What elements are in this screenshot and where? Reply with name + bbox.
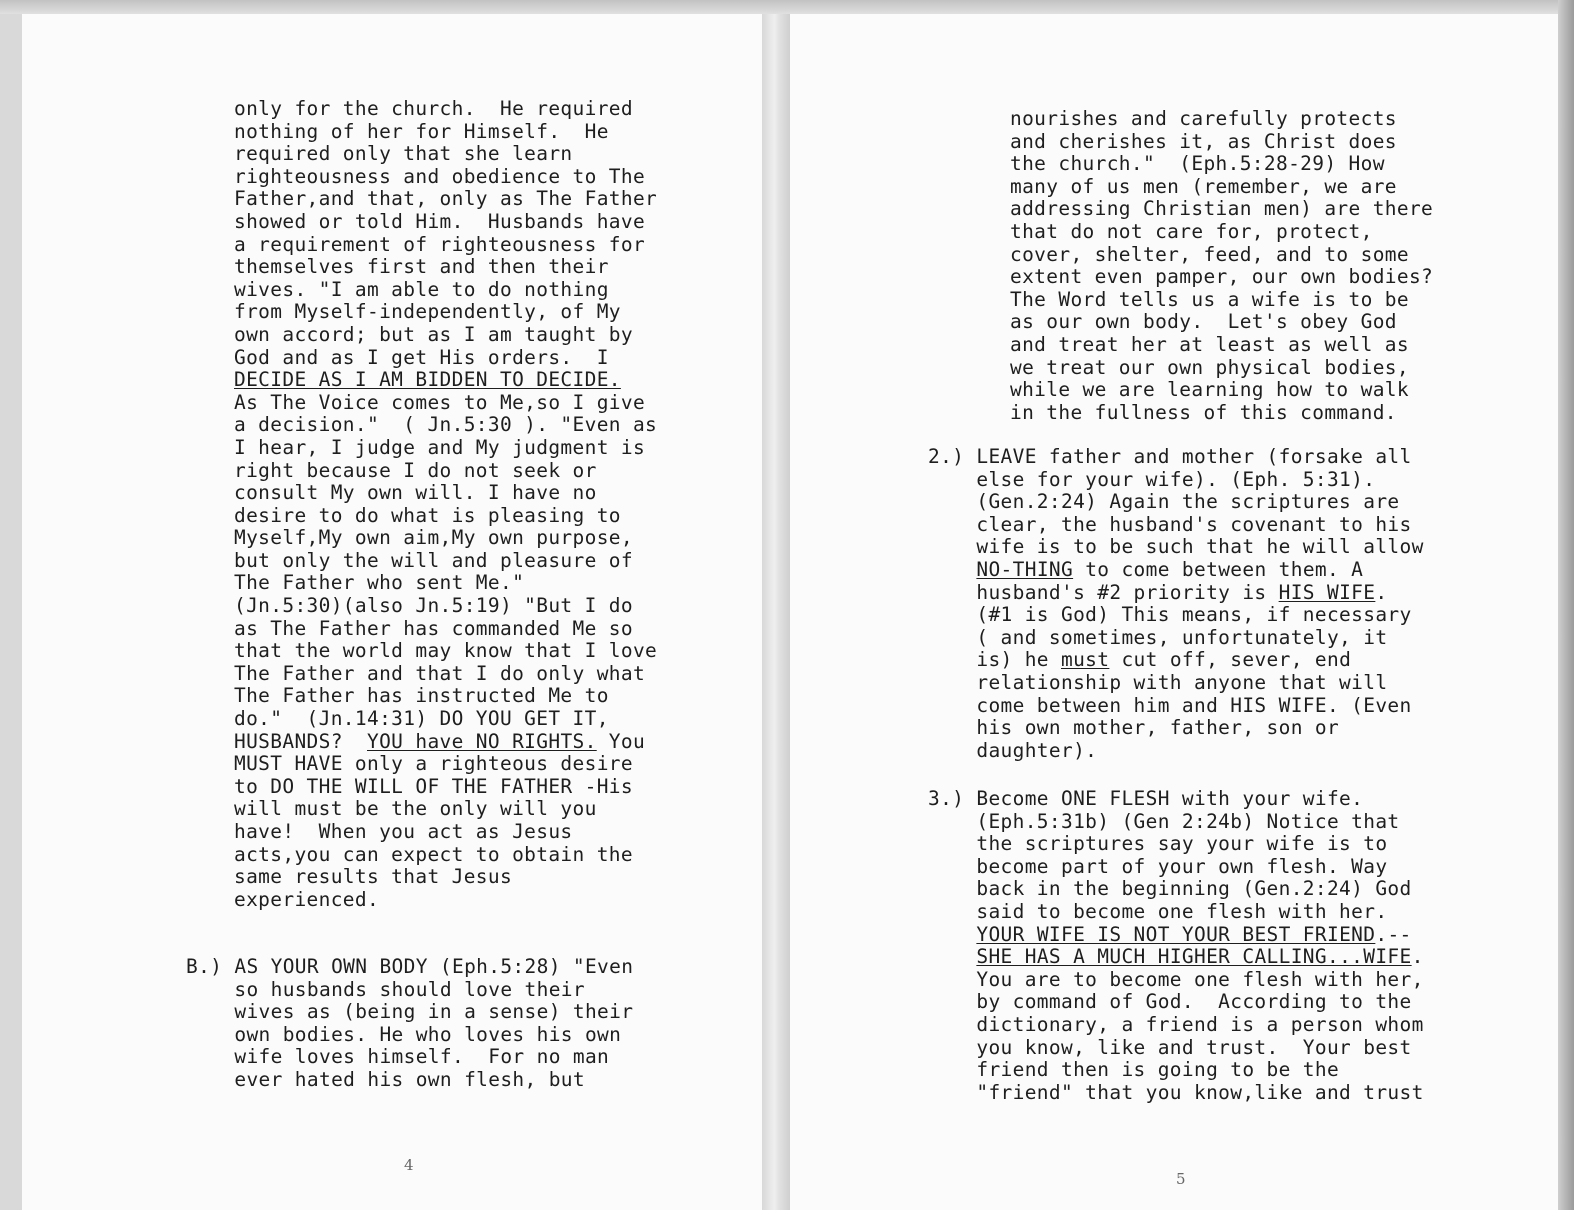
text-segment (928, 923, 976, 946)
text-segment: friend then is going to be the (928, 1058, 1340, 1082)
page-number-right: 5 (1176, 1170, 1186, 1188)
text-segment: the scriptures say your wife is to (928, 832, 1388, 856)
text-line (234, 98, 657, 121)
text-line (234, 753, 657, 776)
text-line (1010, 198, 1433, 221)
text-segment: in the fullness of this command. (1010, 400, 1397, 424)
text-line (234, 166, 657, 189)
scan-top-edge (0, 0, 1574, 14)
text-segment: 2.) LEAVE father and mother (forsake all (928, 445, 1412, 468)
text-segment: required only that she learn (234, 142, 573, 166)
text-line (928, 559, 1424, 582)
text-line (928, 740, 1424, 763)
text-segment: acts,you can expect to obtain the (234, 842, 633, 866)
text-segment: own bodies. He who loves his own (186, 1022, 622, 1046)
text-line (1010, 289, 1433, 312)
text-segment: (#1 is God) This means, if necessary (928, 603, 1412, 627)
text-segment: cut off, sever, end (1109, 648, 1352, 672)
text-segment: same results that Jesus (234, 865, 513, 889)
text-segment: themselves first and then their (234, 255, 609, 279)
text-line (1010, 176, 1433, 199)
underlined-text: DECIDE AS I AM BIDDEN TO DECIDE. (234, 368, 621, 392)
right-item-2 (928, 446, 1424, 762)
text-line (234, 595, 657, 618)
text-segment: said to become one flesh with her. (928, 899, 1388, 923)
text-line (234, 279, 657, 302)
text-line (186, 979, 633, 1002)
left-page (22, 14, 762, 1210)
text-line (928, 491, 1424, 514)
text-line (234, 188, 657, 211)
text-segment: else for your wife). (Eph. 5:31). (928, 467, 1376, 491)
text-segment: showed or told Him. Husbands have (234, 209, 646, 233)
underlined-text: YOUR WIFE IS NOT YOUR BEST FRIEND (976, 922, 1376, 946)
text-line (186, 1046, 633, 1069)
text-segment: only for the church. He required (234, 97, 633, 120)
text-segment: from Myself-independently, of My (234, 300, 621, 324)
text-line (186, 1001, 633, 1024)
text-segment: addressing Christian men) are there (1010, 197, 1434, 221)
text-line (928, 446, 1424, 469)
text-segment: you know, like and trust. Your best (928, 1035, 1412, 1059)
text-line (928, 469, 1424, 492)
text-line (928, 901, 1424, 924)
text-segment (928, 558, 976, 581)
text-segment: I hear, I judge and My judgment is (234, 435, 646, 459)
book-gutter (762, 14, 790, 1210)
right-paragraph-1 (1010, 108, 1433, 424)
text-line (234, 572, 657, 595)
text-line (928, 1014, 1424, 1037)
text-segment: ( and sometimes, unfortunately, it (928, 625, 1388, 649)
text-segment: so husbands should love their (186, 977, 585, 1001)
text-line (234, 708, 657, 731)
text-line (928, 514, 1424, 537)
text-line (234, 550, 657, 573)
text-segment: As The Voice comes to Me,so I give (234, 390, 646, 414)
text-line (928, 582, 1424, 605)
text-line (1010, 402, 1433, 425)
text-line (234, 618, 657, 641)
text-segment: desire to do what is pleasing to (234, 503, 621, 527)
text-line (928, 969, 1424, 992)
text-line (234, 731, 657, 754)
text-line (234, 143, 657, 166)
text-segment: become part of your own flesh. Way (928, 854, 1388, 878)
text-segment: MUST HAVE only a righteous desire (234, 752, 633, 776)
text-segment: cover, shelter, feed, and to some (1010, 242, 1409, 266)
text-segment: to DO THE WILL OF THE FATHER -His (234, 774, 633, 798)
text-line (234, 505, 657, 528)
text-line (1010, 221, 1433, 244)
text-line (928, 924, 1424, 947)
text-line (234, 527, 657, 550)
text-segment: and treat her at least as well as (1010, 332, 1409, 356)
text-segment: ever hated his own flesh, but (186, 1067, 585, 1091)
text-line (928, 856, 1424, 879)
text-segment: righteousness and obedience to The (234, 164, 646, 188)
text-segment: as The Father has commanded Me so (234, 616, 633, 640)
text-line (186, 1024, 633, 1047)
text-line (1010, 357, 1433, 380)
text-line (928, 536, 1424, 559)
underlined-text: must (1061, 648, 1110, 672)
text-line (234, 211, 657, 234)
scan-right-edge (1558, 0, 1574, 1210)
text-line (928, 878, 1424, 901)
text-segment: that do not care for, protect, (1010, 219, 1373, 243)
text-line (928, 717, 1424, 740)
text-line (928, 811, 1424, 834)
text-segment: extent even pamper, our own bodies? (1010, 265, 1434, 289)
text-line (234, 256, 657, 279)
text-segment: HUSBANDS? (234, 729, 367, 753)
text-segment: his own mother, father, son or (928, 716, 1340, 740)
text-line (234, 437, 657, 460)
text-segment: right because I do not seek or (234, 458, 597, 482)
text-segment: that the world may know that I love (234, 639, 658, 663)
text-segment: dictionary, a friend is a person whom (928, 1012, 1424, 1036)
left-paragraph-1 (234, 98, 657, 911)
text-segment: nourishes and carefully protects (1010, 107, 1397, 130)
text-segment: . (1411, 945, 1424, 969)
text-segment: The Word tells us a wife is to be (1010, 287, 1409, 311)
text-segment: while we are learning how to walk (1010, 378, 1409, 402)
text-segment: consult My own will. I have no (234, 481, 597, 505)
text-segment: back in the beginning (Gen.2:24) God (928, 877, 1412, 901)
text-segment: clear, the husband's covenant to his (928, 512, 1412, 536)
text-line (234, 844, 657, 867)
text-segment: (Jn.5:30)(also Jn.5:19) "But I do (234, 594, 633, 618)
text-line (234, 234, 657, 257)
text-line (928, 1037, 1424, 1060)
text-segment: will must be the only will you (234, 797, 597, 821)
text-line (234, 347, 657, 370)
text-segment: God and as I get His orders. I (234, 345, 609, 369)
text-segment: the church." (Eph.5:28-29) How (1010, 152, 1385, 176)
text-line (234, 414, 657, 437)
text-line (234, 821, 657, 844)
text-segment: The Father has instructed Me to (234, 684, 609, 708)
underlined-text: YOU have NO RIGHTS. (367, 729, 597, 753)
text-segment: .-- (1375, 922, 1412, 946)
text-segment: we treat our own physical bodies, (1010, 355, 1409, 379)
text-line (234, 369, 657, 392)
text-segment: many of us men (remember, we are (1010, 174, 1397, 198)
text-line (928, 788, 1424, 811)
text-line (234, 392, 657, 415)
text-line (234, 121, 657, 144)
text-segment: . (1375, 580, 1388, 604)
underlined-text: NO-THING (976, 557, 1074, 581)
text-line (928, 833, 1424, 856)
underlined-text: HIS WIFE (1278, 580, 1376, 604)
right-item-3 (928, 788, 1424, 1104)
text-line (928, 1059, 1424, 1082)
text-segment: You (596, 729, 646, 753)
text-line (234, 460, 657, 483)
page-number-left: 4 (404, 1156, 414, 1174)
text-segment: Myself,My own aim,My own purpose, (234, 526, 633, 550)
text-segment: daughter). (928, 738, 1098, 762)
text-line (234, 324, 657, 347)
text-line (1010, 108, 1433, 131)
text-segment: wife loves himself. For no man (186, 1045, 610, 1069)
text-segment: have! When you act as Jesus (234, 820, 573, 843)
text-line (928, 695, 1424, 718)
text-segment: "friend" that you know,like and trust (928, 1080, 1424, 1104)
text-segment: wives. "I am able to do nothing (234, 277, 609, 301)
text-line (234, 866, 657, 889)
text-segment: relationship with anyone that will (928, 670, 1388, 694)
text-line (928, 991, 1424, 1014)
text-segment: but only the will and pleasure of (234, 548, 633, 572)
text-segment: as our own body. Let's obey God (1010, 310, 1397, 334)
text-line (234, 798, 657, 821)
text-segment: nothing of her for Himself. He (234, 119, 609, 143)
text-segment: wives as (being in a sense) their (186, 1000, 634, 1024)
text-line (1010, 131, 1433, 154)
text-line (928, 672, 1424, 695)
text-segment: come between him and HIS WIFE. (Even (928, 693, 1412, 717)
text-segment: and cherishes it, as Christ does (1010, 129, 1397, 153)
text-segment: B.) AS YOUR OWN BODY (Eph.5:28) "Even (186, 955, 634, 978)
text-segment: is) he (928, 648, 1061, 672)
text-line (234, 482, 657, 505)
text-line (928, 604, 1424, 627)
text-segment: (Gen.2:24) Again the scriptures are (928, 490, 1400, 514)
text-line (928, 627, 1424, 650)
underlined-text: SHE HAS A MUCH HIGHER CALLING...WIFE (976, 945, 1412, 969)
text-line (1010, 311, 1433, 334)
text-segment (928, 945, 976, 968)
text-line (234, 685, 657, 708)
text-segment: (Eph.5:31b) (Gen 2:24b) Notice that (928, 809, 1400, 833)
text-line (928, 1082, 1424, 1105)
text-line (1010, 266, 1433, 289)
text-line (234, 663, 657, 686)
text-segment: by command of God. According to the (928, 990, 1412, 1014)
left-section-b (186, 956, 633, 1092)
text-line (1010, 379, 1433, 402)
text-segment: The Father and that I do only what (234, 661, 646, 685)
text-segment: a decision." ( Jn.5:30 ). "Even as (234, 413, 658, 437)
right-page (790, 14, 1558, 1210)
text-line (234, 640, 657, 663)
text-segment: 3.) Become ONE FLESH with your wife. (928, 787, 1364, 810)
text-line (1010, 153, 1433, 176)
text-segment: Father,and that, only as The Father (234, 187, 658, 211)
text-line (928, 649, 1424, 672)
text-line (186, 1069, 633, 1092)
text-segment: You are to become one flesh with her, (928, 967, 1424, 991)
text-segment: do." (Jn.14:31) DO YOU GET IT, (234, 707, 609, 731)
text-line (928, 946, 1424, 969)
text-line (234, 301, 657, 324)
text-line (1010, 244, 1433, 267)
text-line (186, 956, 633, 979)
text-segment: wife is to be such that he will allow (928, 535, 1424, 559)
text-line (1010, 334, 1433, 357)
text-segment: The Father who sent Me." (234, 571, 525, 595)
text-segment: a requirement of righteousness for (234, 232, 646, 256)
text-line (234, 776, 657, 799)
text-segment: own accord; but as I am taught by (234, 322, 633, 346)
text-segment: experienced. (234, 887, 380, 911)
text-line (234, 889, 657, 912)
text-segment: husband's #2 priority is (928, 580, 1279, 604)
text-segment: to come between them. A (1073, 557, 1364, 581)
